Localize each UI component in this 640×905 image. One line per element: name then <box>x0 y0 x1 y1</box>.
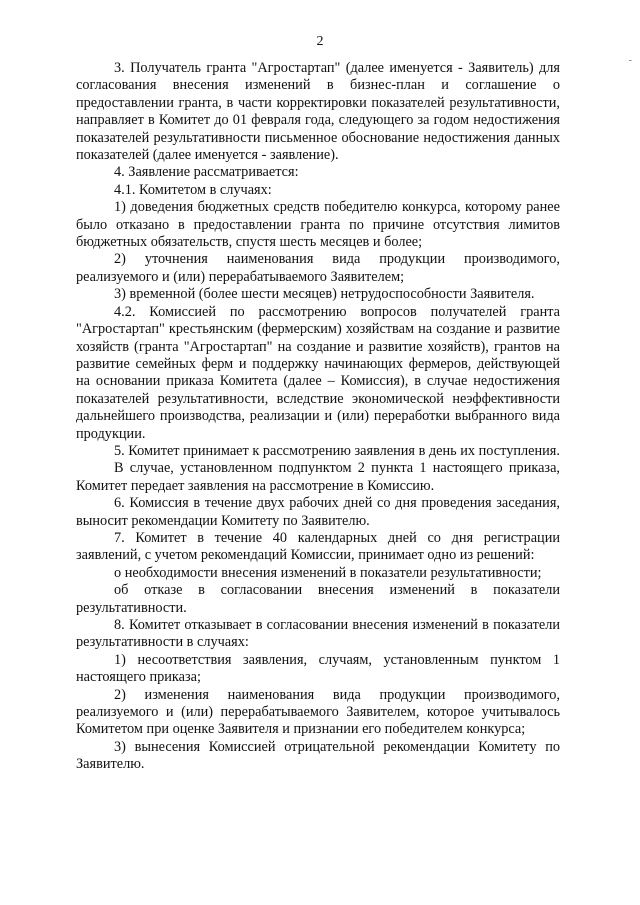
paragraph-7-decision: 7. Комитет в течение 40 календарных дней со дня регистрации заявлений, с учетом рекомендаций Комиссии, принимает одно из решений: <box>76 529 560 564</box>
paragraph-8-item-2: 2) изменения наименования вида продукции производимого, реализуемого и (или) перерабатываемого Заявителем, которое учитывалось Комитетом при оценке Заявителя и признании его победителем конкурса; <box>76 686 560 738</box>
paragraph-4-review: 4. Заявление рассматривается: <box>114 164 299 181</box>
paragraph-4-1-item-2: 2) уточнения наименования вида продукции производимого, реализуемого и (или) перерабатываемого Заявителем; <box>76 251 560 285</box>
document-body <box>76 60 560 774</box>
paragraph-4-2-commission: 4.2. Комиссией по рассмотрению вопросов получателей гранта "Агростартап" крестьянским (фермерским) хозяйствам на создание и развитие хозяйств (гранта "Агростартап" на создание и развитие хозяйств), грантов на развитие семейных ферм и поддержку начинающих фермеров, действующей на основании приказа Комитета (далее – Комиссия), в случае недостижения показателей результативности, вследствие экономической неэффективности дальнейшего производства, реализации и (или) переработки выбранного вида продукции. <box>76 303 560 442</box>
paragraph-5-acceptance: 5. Комитет принимает к рассмотрению заявления в день их поступления. <box>114 442 560 459</box>
paragraph-5-transfer: В случае, установленном подпунктом 2 пункта 1 настоящего приказа, Комитет передает заявления на рассмотрение в Комиссию. <box>76 460 560 494</box>
paragraph-6-recommendations: 6. Комиссия в течение двух рабочих дней со дня проведения заседания, выносит рекомендации Комитету по Заявителю. <box>76 495 560 529</box>
margin-mark: - <box>628 55 632 66</box>
paragraph-4-1-item-3: 3) временной (более шести месяцев) нетрудоспособности Заявителя. <box>114 286 535 303</box>
paragraph-8-item-3: 3) вынесения Комиссией отрицательной рекомендации Комитету по Заявителю. <box>76 738 560 773</box>
paragraph-7-option-refuse: об отказе в согласовании внесения изменений в показатели результативности. <box>76 582 560 616</box>
paragraph-4-1-item-1: 1) доведения бюджетных средств победителю конкурса, которому ранее было отказано в предоставлении гранта по причине отсутствия лимитов бюджетных обязательств, спустя шесть месяцев и более; <box>76 199 560 251</box>
paragraph-3-applicant: 3. Получатель гранта "Агростартап" (далее именуется - Заявитель) для согласования внесения изменений в бизнес-план и соглашение о предоставлении гранта, в части корректировки показателей результативности, направляет в Комитет до 01 февраля года, следующего за годом недостижения показателей результативности письменное обоснование недостижения данных показателей (далее именуется - заявление). <box>76 60 560 164</box>
paragraph-4-1-committee: 4.1. Комитетом в случаях: <box>114 181 272 198</box>
paragraph-8-item-1: 1) несоответствия заявления, случаям, установленным пунктом 1 настоящего приказа; <box>76 651 560 686</box>
paragraph-8-refusal: 8. Комитет отказывает в согласовании внесения изменений в показатели результативности в случаях: <box>76 617 560 651</box>
paragraph-7-option-approve: о необходимости внесения изменений в показатели результативности; <box>114 564 542 581</box>
page-number: 2 <box>316 34 324 49</box>
